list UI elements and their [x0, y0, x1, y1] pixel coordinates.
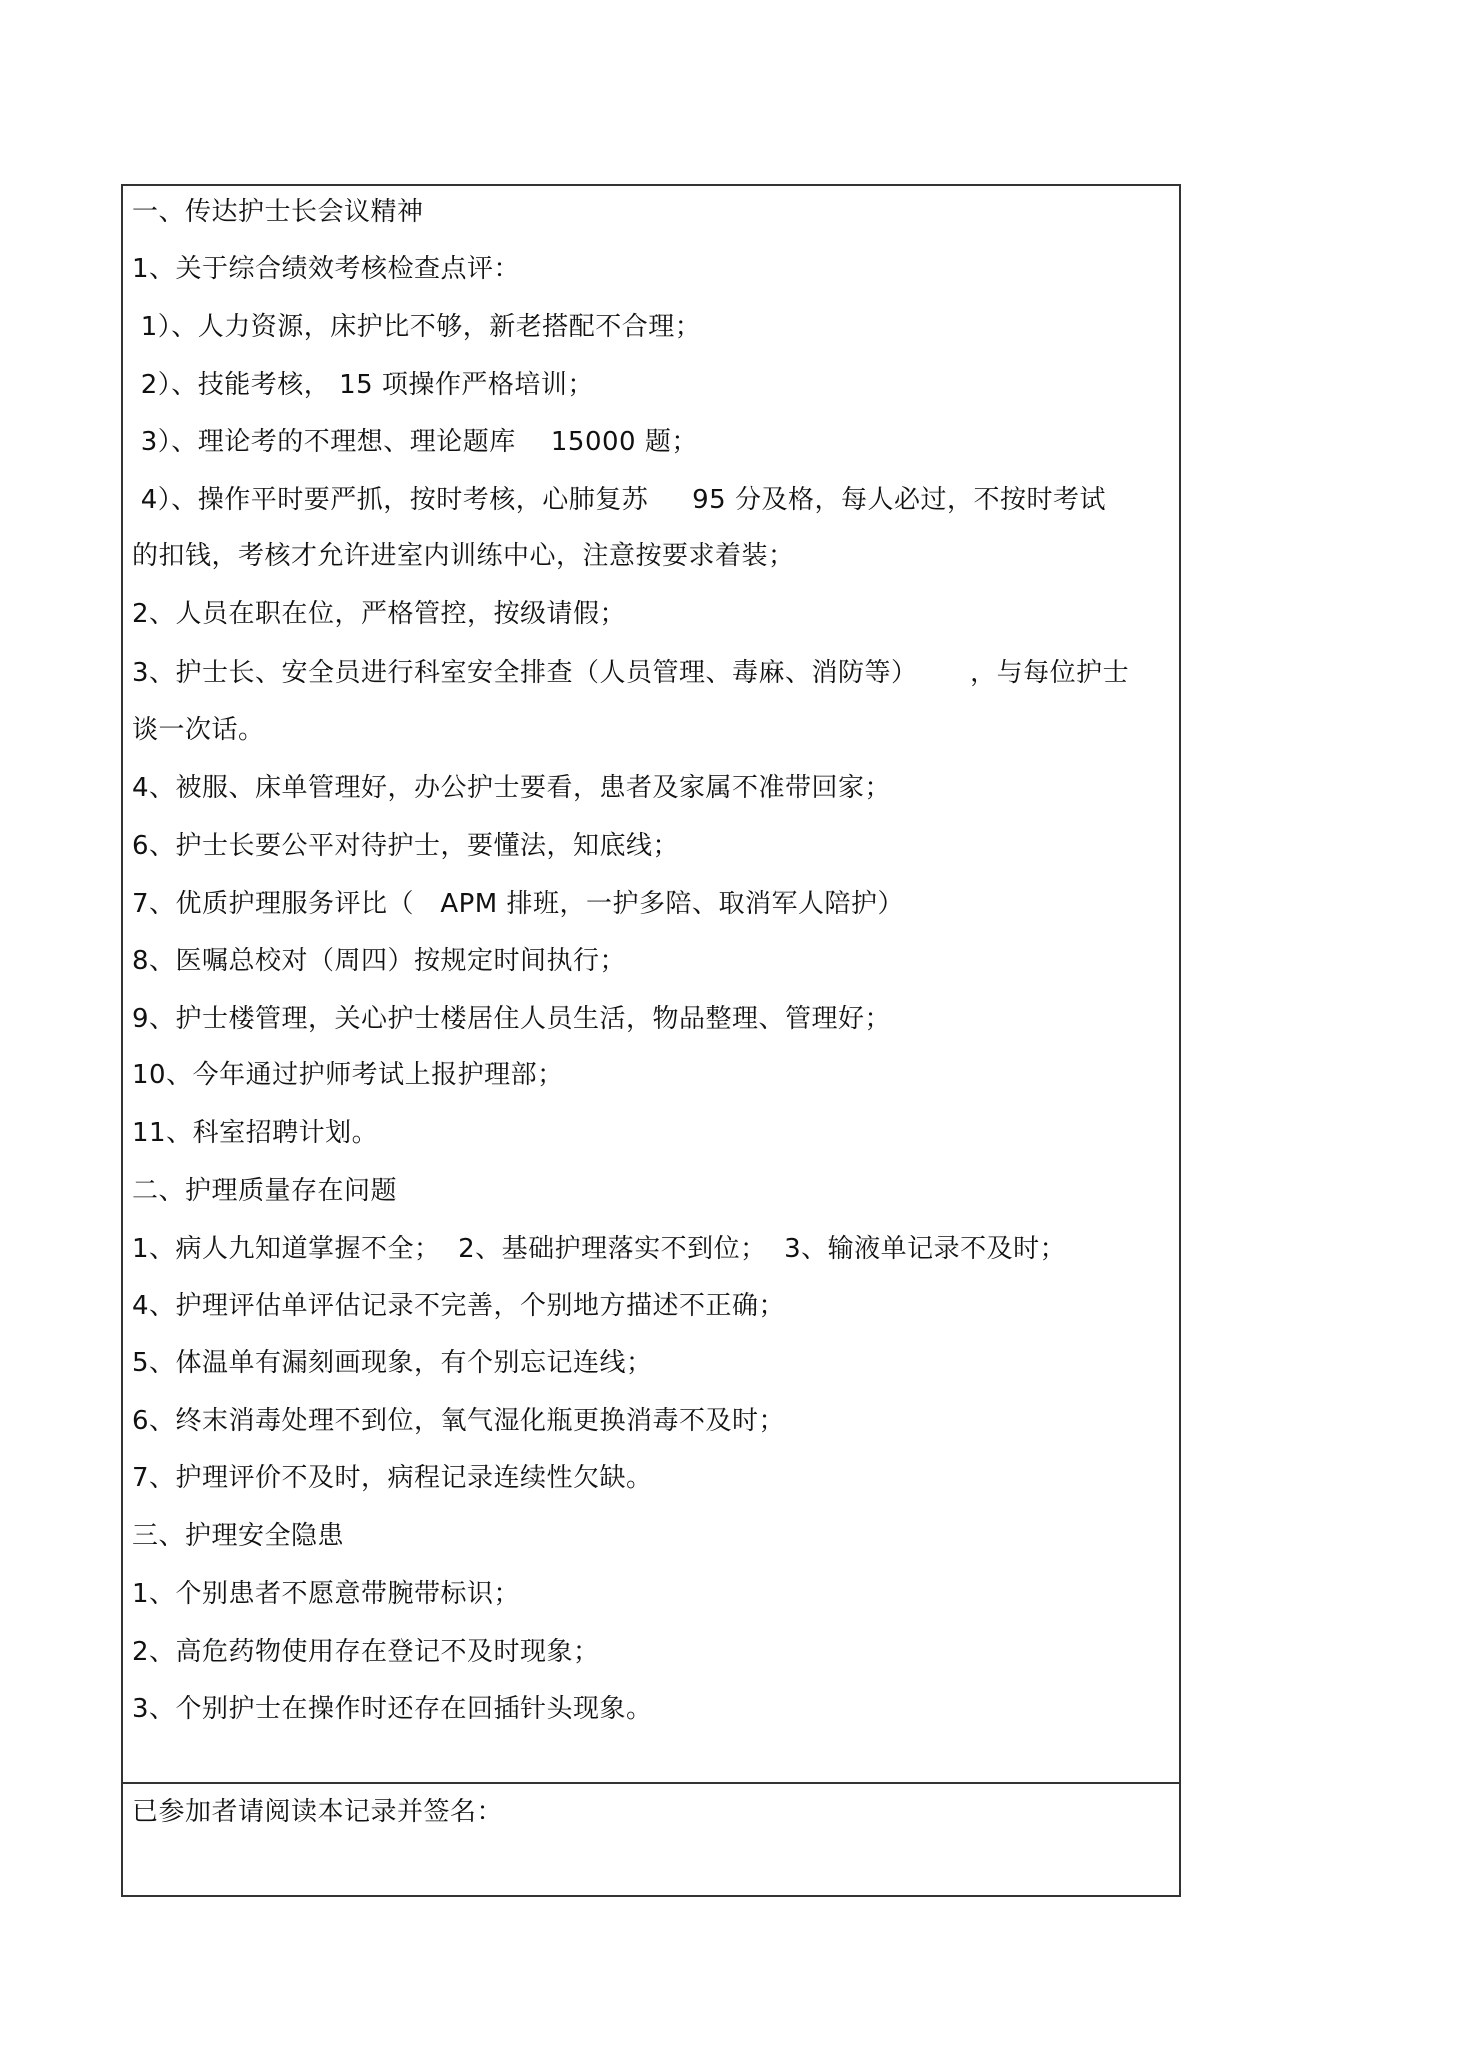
- content-line: 2）、技能考核， 15 项操作严格培训；: [132, 370, 594, 400]
- content-line: 1、关于综合绩效考核检查点评：: [132, 254, 521, 284]
- signature-label: 已参加者请阅读本记录并签名：: [132, 1797, 504, 1827]
- content-line: 3、护士长、安全员进行科室安全排查（人员管理、毒麻、消防等） ，与每位护士: [132, 658, 1130, 688]
- content-line: 谈一次话。: [132, 715, 265, 745]
- meeting-content-cell: [123, 186, 1179, 1784]
- content-line: 7、优质护理服务评比（ APM 排班，一护多陪、取消军人陪护）: [132, 889, 904, 919]
- content-line: 1、病人九知道掌握不全； 2、基础护理落实不到位； 3、输液单记录不及时；: [132, 1234, 1067, 1264]
- content-line: 8、医嘱总校对（周四）按规定时间执行；: [132, 946, 627, 976]
- content-line: 1、个别患者不愿意带腕带标识；: [132, 1579, 521, 1609]
- content-line: 6、护士长要公平对待护士，要懂法，知底线；: [132, 831, 680, 861]
- content-line: 4、护理评估单评估记录不完善，个别地方描述不正确；: [132, 1291, 786, 1321]
- signature-cell: [123, 1784, 1179, 1895]
- content-line: 2、人员在职在位，严格管控，按级请假；: [132, 599, 627, 629]
- meeting-record-table: [121, 184, 1181, 1897]
- content-line: 9、护士楼管理，关心护士楼居住人员生活，物品整理、管理好；: [132, 1004, 892, 1034]
- content-line: 3、个别护士在操作时还存在回插针头现象。: [132, 1694, 653, 1724]
- section-heading-3: 三、护理安全隐患: [132, 1521, 345, 1551]
- content-line: 的扣钱，考核才允许进室内训练中心，注意按要求着装；: [132, 541, 795, 571]
- content-line: 2、高危药物使用存在登记不及时现象；: [132, 1637, 600, 1667]
- content-line: 1）、人力资源，床护比不够，新老搭配不合理；: [132, 312, 702, 342]
- content-line: 3）、理论考的不理想、理论题库 15000 题；: [132, 427, 698, 457]
- section-heading-1: 一、传达护士长会议精神: [132, 197, 424, 227]
- content-line: 6、终末消毒处理不到位，氧气湿化瓶更换消毒不及时；: [132, 1406, 786, 1436]
- content-line: 11、科室招聘计划。: [132, 1118, 379, 1148]
- content-line: 7、护理评价不及时，病程记录连续性欠缺。: [132, 1463, 653, 1493]
- content-line: 10、今年通过护师考试上报护理部；: [132, 1060, 564, 1090]
- content-line: 4、被服、床单管理好，办公护士要看，患者及家属不准带回家；: [132, 773, 892, 803]
- section-heading-2: 二、护理质量存在问题: [132, 1176, 398, 1206]
- content-line: 4）、操作平时要严抓，按时考核，心肺复苏 95 分及格，每人必过，不按时考试: [132, 485, 1106, 515]
- content-line: 5、体温单有漏刻画现象，有个别忘记连线；: [132, 1348, 653, 1378]
